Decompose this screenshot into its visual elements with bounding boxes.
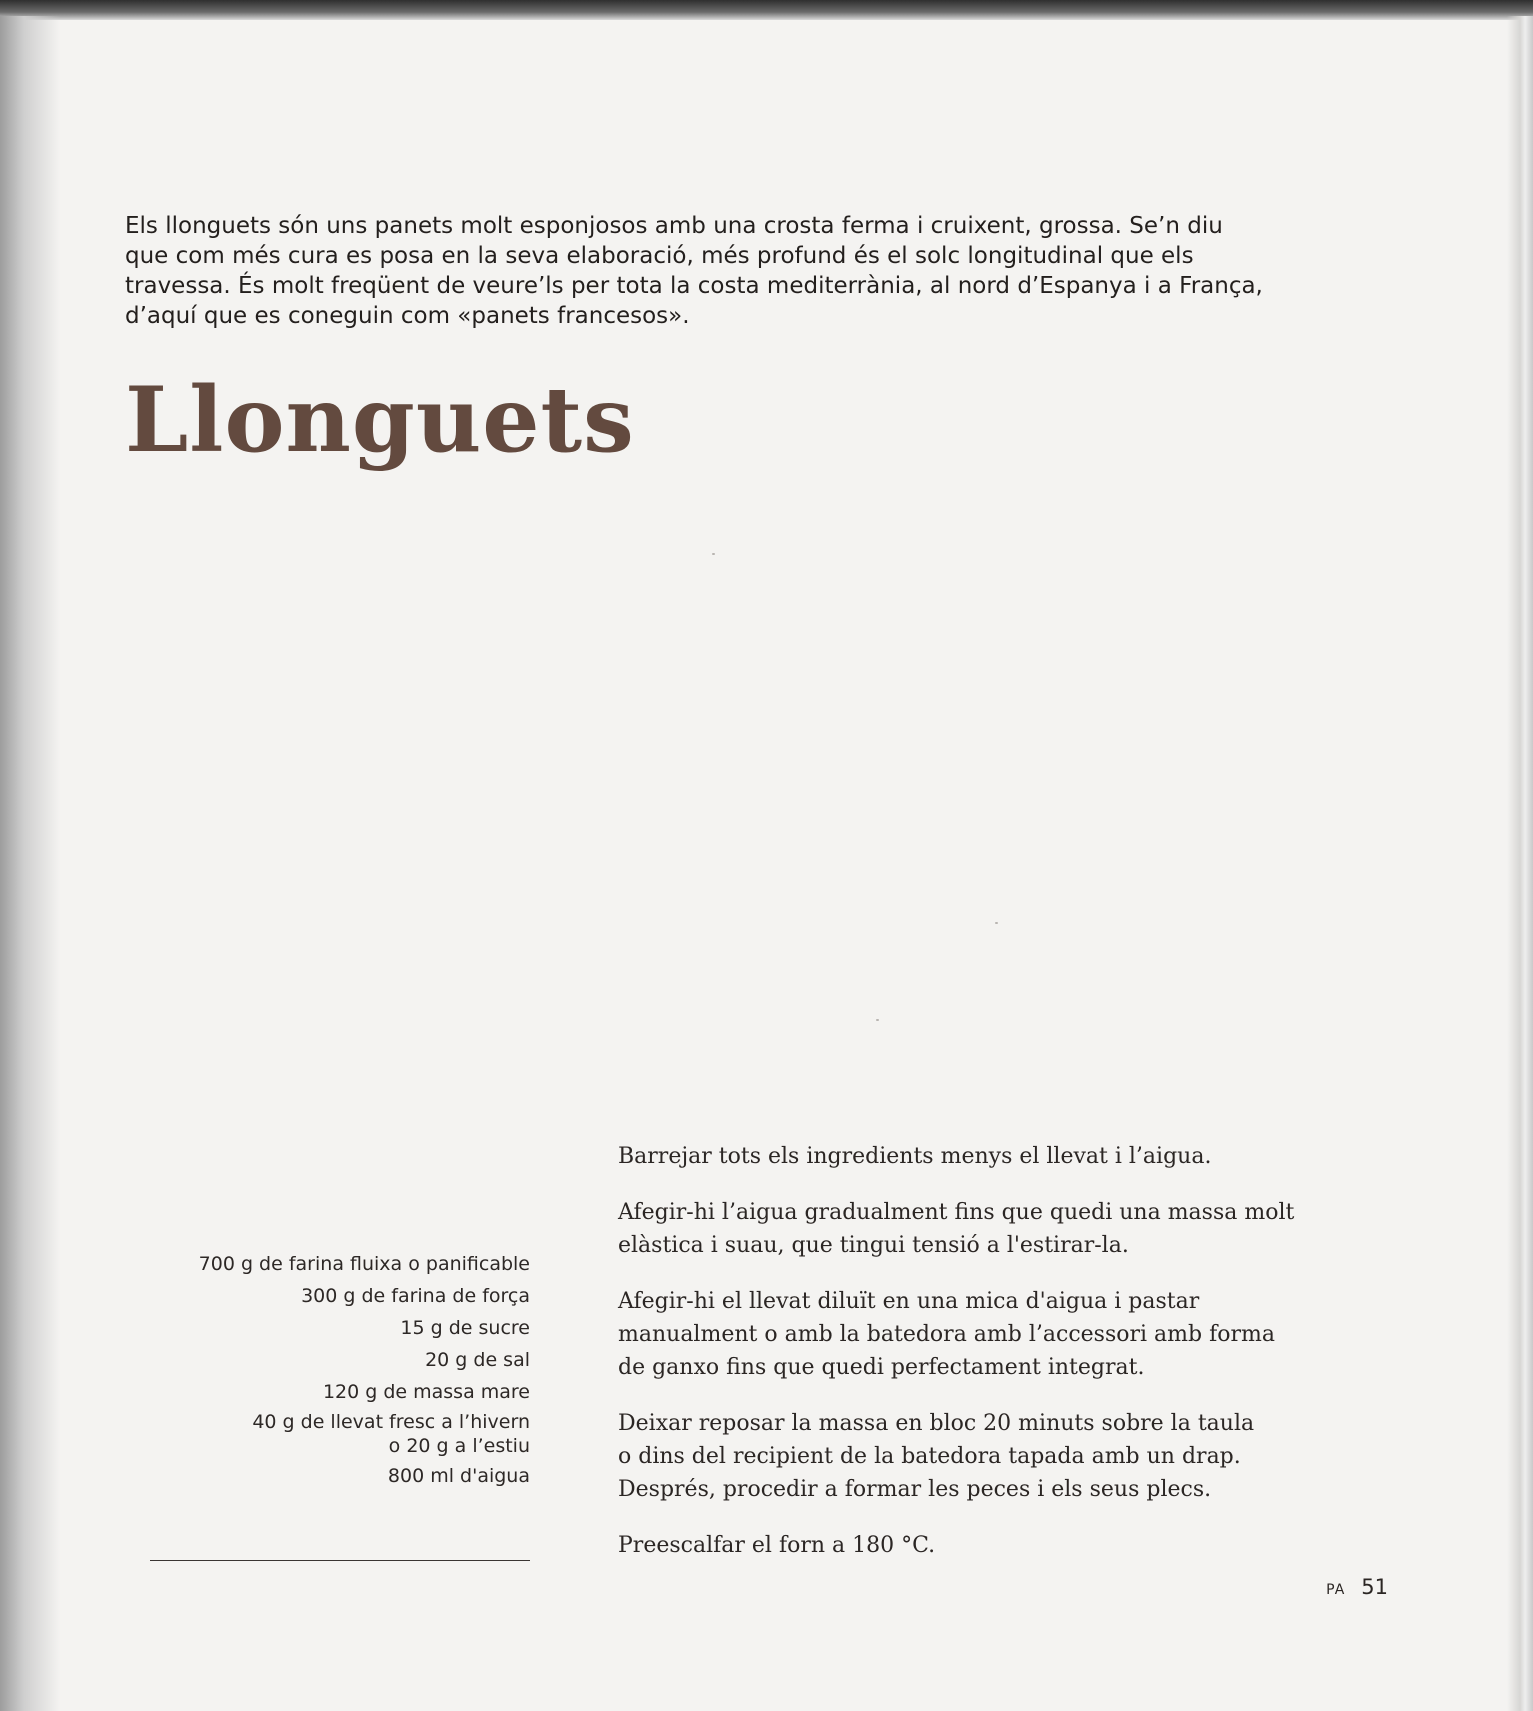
book-page <box>0 20 1533 1711</box>
ingredient-item <box>140 1410 530 1458</box>
ingredient-line: o 20 g a l’estiu <box>388 1435 530 1457</box>
page-edge <box>1507 16 1533 1711</box>
step-paragraph <box>618 1407 1398 1506</box>
step-line: Preescalfar el forn a 180 °C. <box>618 1533 936 1558</box>
ingredient-list <box>140 1250 530 1494</box>
ingredient-item: 120 g de massa mare <box>322 1381 530 1403</box>
step-line: Després, procedir a formar les peces i els seus plecs. <box>618 1477 1212 1502</box>
step-line: Deixar reposar la massa en bloc 20 minuts sobre la taula <box>618 1411 1255 1436</box>
method-steps <box>618 1140 1398 1585</box>
step-paragraph <box>618 1196 1398 1262</box>
step-paragraph <box>618 1140 1398 1173</box>
intro-paragraph <box>125 211 1395 331</box>
scan-speck <box>995 922 998 924</box>
scan-top-edge <box>0 0 1533 20</box>
ingredient-line: 40 g de llevat fresc a l’hivern <box>252 1411 530 1433</box>
ingredient-item: 700 g de farina fluixa o panificable <box>198 1253 530 1275</box>
ingredient-item: 15 g de sucre <box>400 1317 530 1339</box>
step-line: o dins del recipient de la batedora tapada amb un drap. <box>618 1444 1241 1469</box>
ingredient-item: 800 ml d'aigua <box>387 1465 530 1487</box>
step-line: Barrejar tots els ingredients menys el llevat i l’aigua. <box>618 1144 1212 1169</box>
ingredient-divider <box>150 1560 530 1561</box>
step-line: elàstica i suau, que tingui tensió a l'estirar-la. <box>618 1233 1129 1258</box>
intro-line: Els llonguets són uns panets molt esponjosos amb una crosta ferma i cruixent, grossa. Se’n diu <box>125 213 1223 239</box>
step-paragraph <box>618 1285 1398 1384</box>
section-label: PA <box>1326 1582 1346 1598</box>
page-footer <box>1326 1575 1388 1599</box>
ingredient-item: 20 g de sal <box>425 1349 530 1371</box>
scan-speck <box>712 553 715 555</box>
ingredient-item: 300 g de farina de força <box>301 1285 530 1307</box>
intro-line: d’aquí que es coneguin com «panets francesos». <box>125 303 690 329</box>
step-line: manualment o amb la batedora amb l’accessori amb forma <box>618 1322 1275 1347</box>
step-line: de ganxo fins que quedi perfectament integrat. <box>618 1355 1145 1380</box>
step-paragraph <box>618 1529 1398 1562</box>
scan-speck <box>876 1019 879 1021</box>
binding-shadow <box>0 16 60 1711</box>
page-number: 51 <box>1361 1575 1388 1599</box>
recipe-title: Llonguets <box>125 367 635 473</box>
step-line: Afegir-hi l’aigua gradualment fins que quedi una massa molt <box>618 1200 1295 1225</box>
intro-line: que com més cura es posa en la seva elaboració, més profund és el solc longitudinal que els <box>125 243 1194 269</box>
intro-line: travessa. És molt freqüent de veure’ls per tota la costa mediterrània, al nord d’Espanya i a França, <box>125 273 1263 299</box>
step-line: Afegir-hi el llevat diluït en una mica d'aigua i pastar <box>618 1289 1200 1314</box>
